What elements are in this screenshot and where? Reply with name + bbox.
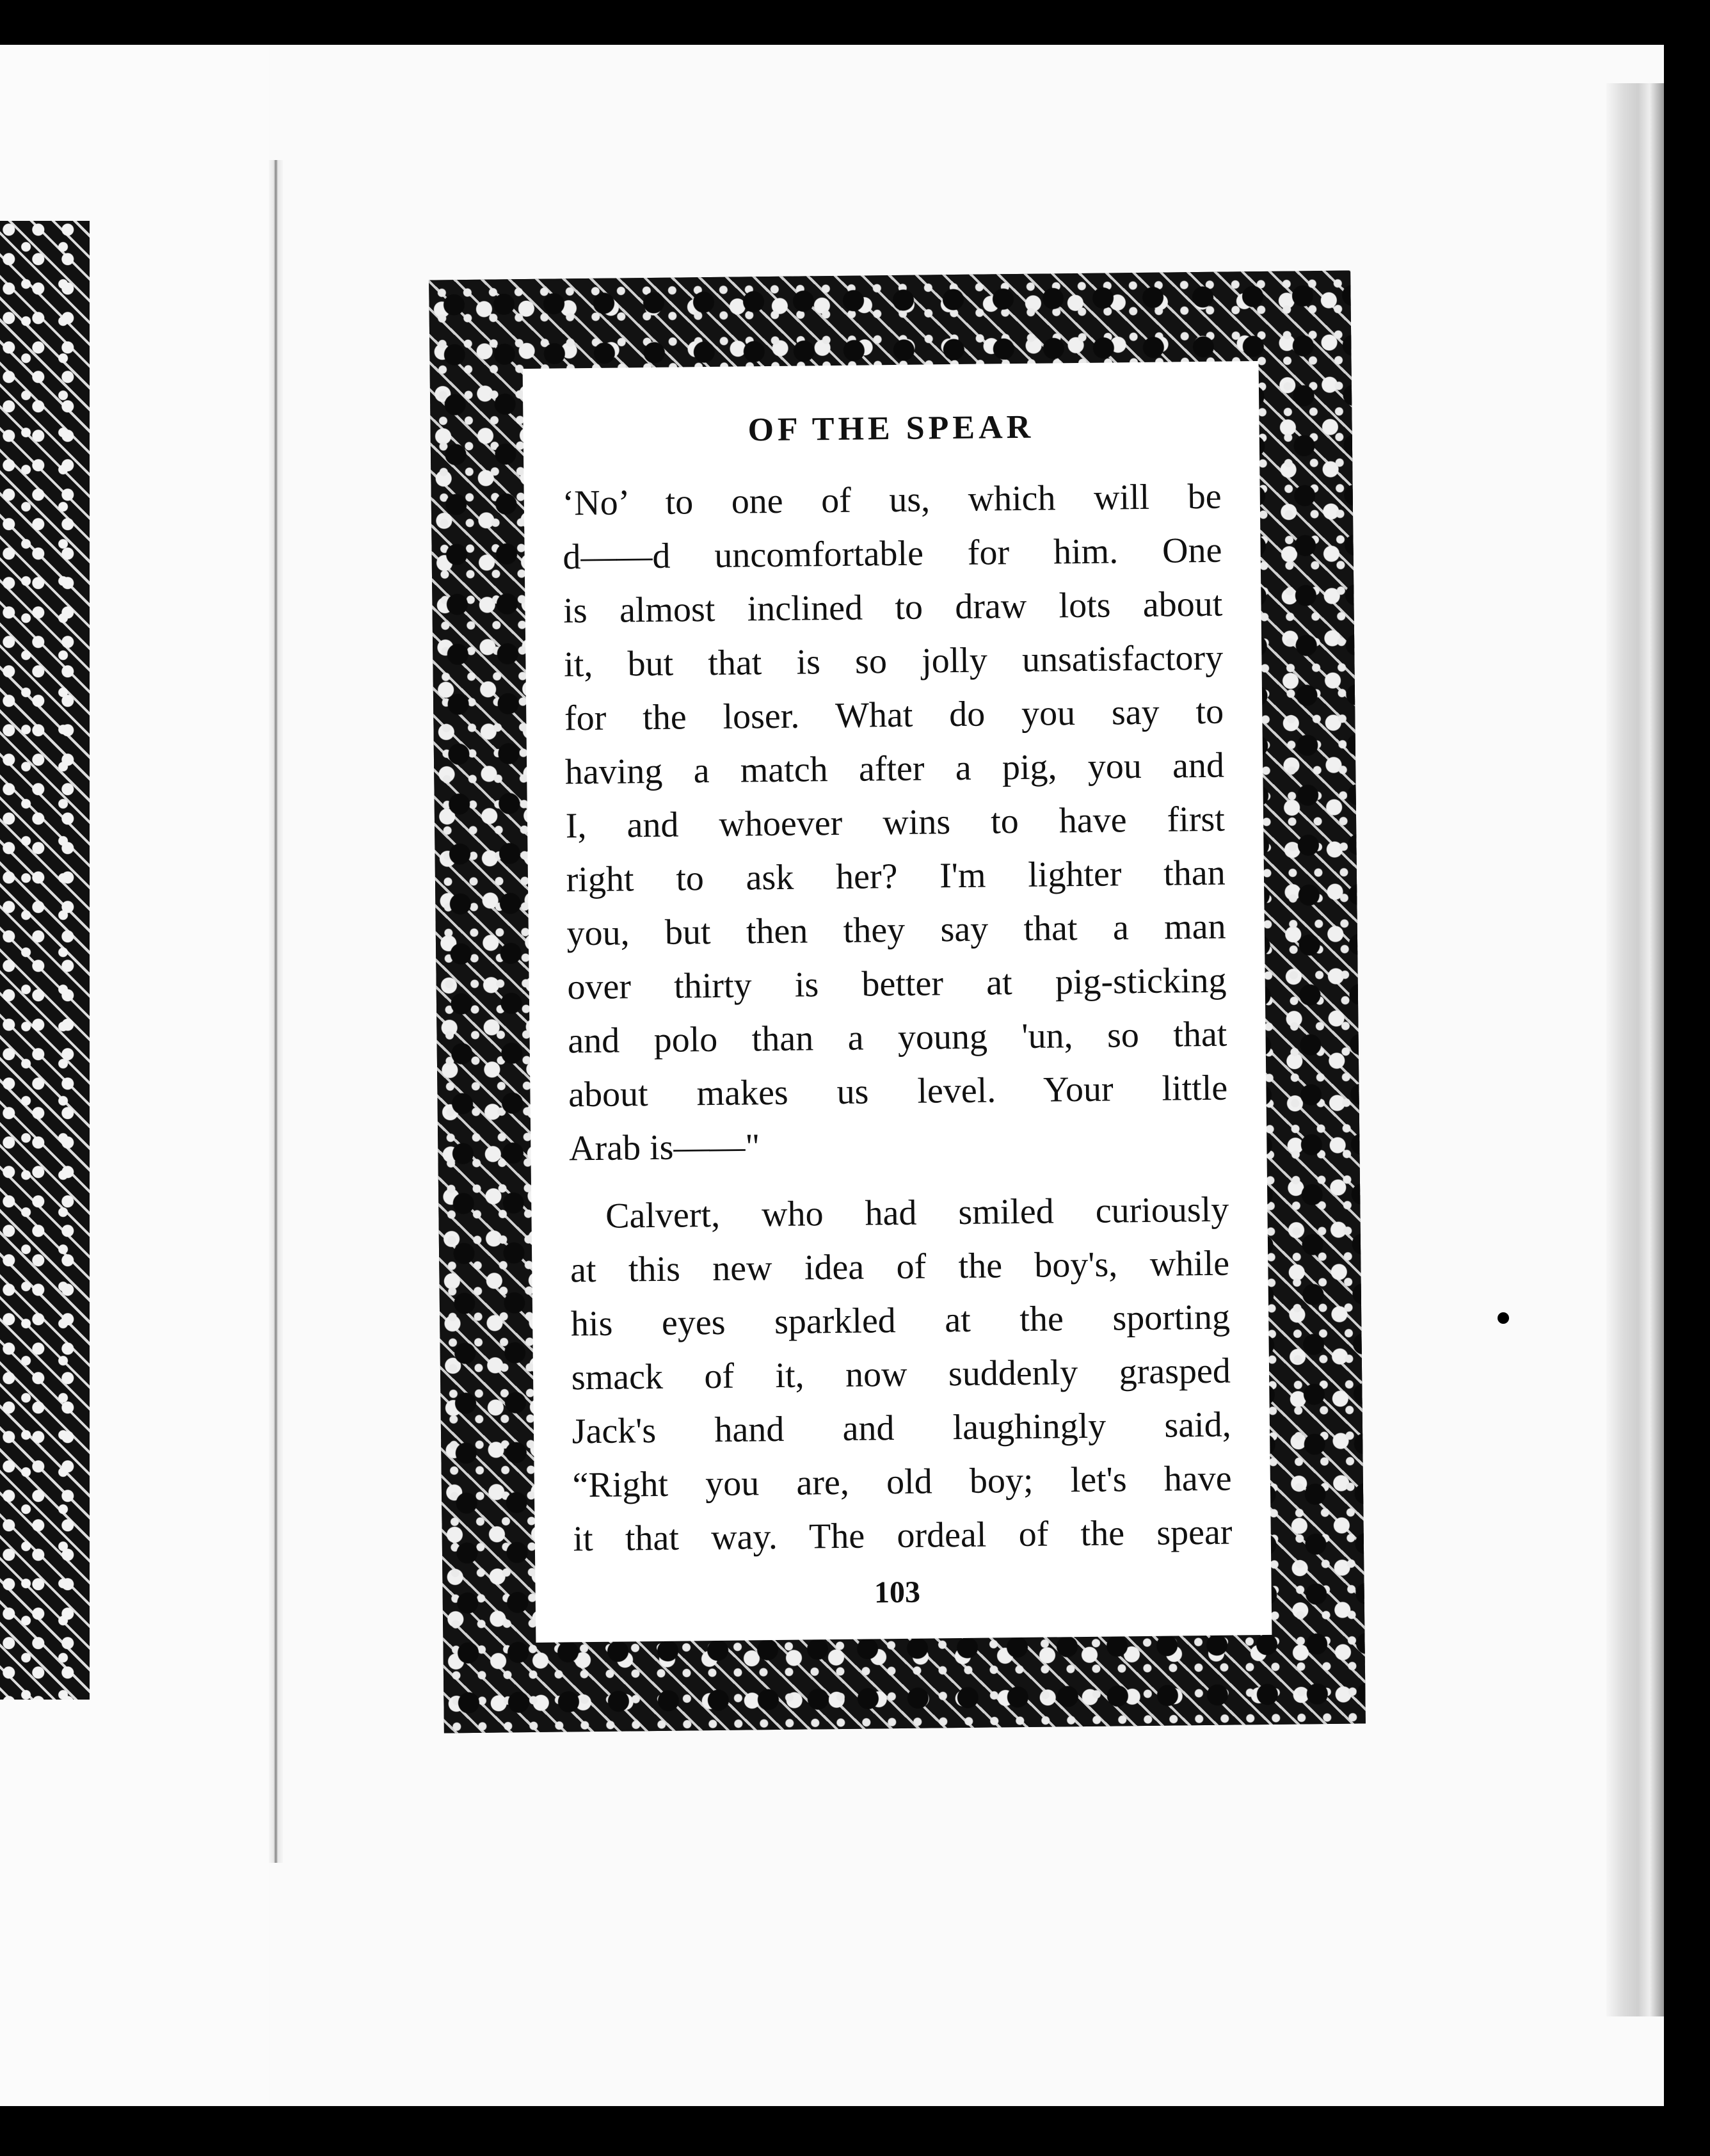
paragraph	[570, 1183, 1233, 1566]
text-line: it that way. The ordeal of the spear	[573, 1512, 1233, 1559]
text-line: smack of it, now suddenly grasped	[571, 1351, 1231, 1398]
ink-speck	[1498, 1312, 1509, 1324]
text-line: for the loser. What do you say to	[564, 691, 1224, 739]
text-line: I, and whoever wins to have first	[565, 799, 1226, 846]
text-line: having a match after a pig, you and	[564, 745, 1225, 792]
text-line: his eyes sparkled at the sporting	[570, 1297, 1231, 1344]
running-head: OF THE SPEAR	[747, 408, 1035, 449]
text-line: is almost inclined to draw lots about	[563, 584, 1223, 631]
text-line: over thirty is better at pig-sticking	[567, 960, 1227, 1008]
scan-border-bottom	[0, 2106, 1710, 2156]
text-line: you, but then they say that a man	[566, 906, 1226, 954]
text-line: ‘No’ to one of us, which will be	[562, 476, 1222, 524]
text-line: it, but that is so jolly unsatisfactory	[563, 638, 1224, 685]
left-page-ornamental-border	[0, 221, 90, 1700]
page-text	[561, 406, 1233, 1630]
text-line: about makes us level. Your little	[568, 1068, 1228, 1115]
text-line: right to ask her? I'm lighter than	[566, 853, 1226, 900]
text-line: “Right you are, old boy; let's have	[572, 1458, 1232, 1506]
scan-border-right	[1664, 0, 1710, 2156]
page-number: 103	[874, 1575, 921, 1610]
text-line: Arab is——"	[568, 1127, 760, 1169]
text-line: and polo than a young 'un, so that	[568, 1014, 1227, 1061]
text-line: Jack's hand and laughingly said,	[571, 1404, 1232, 1452]
page-edge	[1606, 83, 1664, 2016]
paragraph	[562, 470, 1228, 1176]
text-line: Calvert, who had smiled curiously	[605, 1189, 1229, 1236]
book-gutter	[269, 160, 283, 1863]
text-line: at this new idea of the boy's, while	[570, 1243, 1230, 1291]
text-line: d——d uncomfortable for him. One	[563, 530, 1222, 577]
